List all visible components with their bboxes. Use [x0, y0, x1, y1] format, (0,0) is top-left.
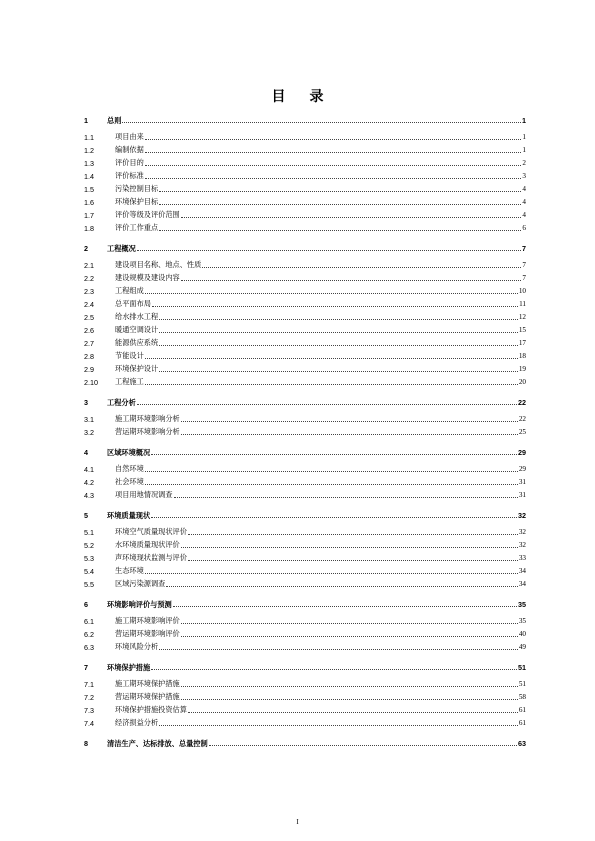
section-title: 环境空气质量现状评价: [115, 528, 187, 536]
section-number: 1.8: [84, 224, 94, 233]
chapter-title: 区域环境概况: [107, 448, 151, 457]
section-number: 2.5: [84, 313, 94, 322]
toc-chapter-entry[interactable]: [84, 596, 526, 609]
section-number: 1.5: [84, 185, 94, 194]
section-title: 营运期环境影响分析: [115, 428, 180, 436]
section-number: 7.4: [84, 719, 94, 728]
table-of-contents: [84, 112, 526, 748]
chapter-number: 4: [84, 448, 88, 457]
toc-section-entry[interactable]: [84, 613, 526, 626]
toc-section-entry[interactable]: [84, 474, 526, 487]
dot-leader: [181, 420, 518, 422]
section-title: 节能设计: [115, 352, 144, 360]
section-page-number: 20: [518, 378, 526, 386]
section-title: 施工期环境影响分析: [115, 415, 180, 423]
section-number: 5.3: [84, 554, 94, 563]
toc-chapter-entry[interactable]: [84, 659, 526, 672]
dot-leader: [145, 151, 522, 153]
section-title: 区域污染源调查: [115, 580, 166, 588]
section-number: 4.3: [84, 491, 94, 500]
dot-leader: [173, 605, 517, 607]
dot-leader: [188, 711, 518, 713]
toc-section-entry[interactable]: [84, 335, 526, 348]
dot-leader: [159, 724, 518, 726]
dot-leader: [209, 744, 517, 746]
toc-section-entry[interactable]: [84, 168, 526, 181]
dot-leader: [152, 305, 518, 307]
toc-section-entry[interactable]: [84, 220, 526, 233]
page-number: I: [296, 818, 299, 826]
toc-section-entry[interactable]: [84, 361, 526, 374]
dot-leader: [159, 331, 518, 333]
chapter-page-number: 22: [518, 398, 526, 407]
chapter-number: 5: [84, 511, 88, 520]
section-page-number: 4: [522, 185, 526, 193]
chapter-title: 清洁生产、达标排放、总量控制: [107, 739, 208, 748]
dot-leader: [159, 203, 521, 205]
chapter-number: 8: [84, 739, 88, 748]
toc-chapter-entry[interactable]: [84, 112, 526, 125]
dot-leader: [166, 585, 517, 587]
dot-leader: [145, 383, 518, 385]
section-number: 2.8: [84, 352, 94, 361]
section-number: 3.2: [84, 428, 94, 437]
section-page-number: 49: [518, 643, 526, 651]
section-title: 评价标准: [115, 172, 144, 180]
section-title: 暖通空调设计: [115, 326, 159, 334]
dot-leader: [145, 164, 522, 166]
section-page-number: 25: [518, 428, 526, 436]
section-page-number: 19: [518, 365, 526, 373]
section-page-number: 1: [522, 133, 526, 141]
toc-section-entry[interactable]: [84, 296, 526, 309]
toc-section-entry[interactable]: [84, 576, 526, 589]
section-title: 生态环境: [115, 567, 144, 575]
section-title: 环境保护措施投资估算: [115, 706, 187, 714]
dot-leader: [159, 229, 521, 231]
dot-leader: [159, 648, 518, 650]
dot-leader: [188, 559, 518, 561]
toc-chapter-entry[interactable]: [84, 240, 526, 253]
section-title: 编制依据: [115, 146, 144, 154]
section-page-number: 61: [518, 706, 526, 714]
dot-leader: [151, 668, 517, 670]
section-page-number: 1: [522, 146, 526, 154]
section-page-number: 34: [518, 580, 526, 588]
dot-leader: [159, 370, 518, 372]
toc-section-entry[interactable]: [84, 461, 526, 474]
section-page-number: 10: [518, 287, 526, 295]
toc-section-entry[interactable]: [84, 487, 526, 500]
dot-leader: [137, 403, 517, 405]
section-title: 建设规模及建设内容: [115, 274, 180, 282]
toc-section-entry[interactable]: [84, 257, 526, 270]
section-title: 施工期环境保护措施: [115, 680, 180, 688]
section-page-number: 11: [519, 300, 526, 308]
chapter-page-number: 35: [518, 600, 526, 609]
dot-leader: [145, 572, 518, 574]
dot-leader: [159, 318, 518, 320]
toc-section-entry[interactable]: [84, 322, 526, 335]
section-page-number: 4: [522, 198, 526, 206]
section-number: 2.1: [84, 261, 94, 270]
section-number: 1.4: [84, 172, 94, 181]
section-number: 6.3: [84, 643, 94, 652]
chapter-title: 工程概况: [107, 244, 136, 253]
section-number: 5.4: [84, 567, 94, 576]
section-number: 7.1: [84, 680, 94, 689]
section-title: 给水排水工程: [115, 313, 159, 321]
dot-leader: [145, 177, 522, 179]
section-title: 能源供应系统: [115, 339, 159, 347]
section-page-number: 7: [522, 261, 526, 269]
dot-leader: [181, 622, 518, 624]
section-page-number: 18: [518, 352, 526, 360]
section-page-number: 31: [518, 491, 526, 499]
dot-leader: [122, 121, 521, 123]
toc-section-entry[interactable]: [84, 715, 526, 728]
chapter-title: 工程分析: [107, 398, 136, 407]
dot-leader: [145, 470, 518, 472]
section-page-number: 31: [518, 478, 526, 486]
toc-section-entry[interactable]: [84, 702, 526, 715]
chapter-title: 环境影响评价与预测: [107, 600, 172, 609]
chapter-page-number: 32: [518, 511, 526, 520]
dot-leader: [145, 138, 522, 140]
section-title: 评价目的: [115, 159, 144, 167]
section-number: 6.1: [84, 617, 94, 626]
chapter-number: 7: [84, 663, 88, 672]
section-number: 4.1: [84, 465, 94, 474]
toc-heading: [0, 86, 595, 106]
toc-section-entry[interactable]: [84, 424, 526, 437]
section-page-number: 32: [518, 528, 526, 536]
toc-section-entry[interactable]: [84, 676, 526, 689]
section-title: 项目由来: [115, 133, 144, 141]
toc-section-entry[interactable]: [84, 309, 526, 322]
section-title: 评价工作重点: [115, 224, 159, 232]
section-title: 环境风险分析: [115, 643, 159, 651]
toc-section-entry[interactable]: [84, 563, 526, 576]
dot-leader: [188, 533, 518, 535]
section-page-number: 7: [522, 274, 526, 282]
toc-section-entry[interactable]: [84, 689, 526, 702]
toc-section-entry[interactable]: [84, 524, 526, 537]
chapter-page-number: 7: [522, 244, 526, 253]
dot-leader: [202, 266, 521, 268]
dot-leader: [151, 453, 517, 455]
section-page-number: 61: [518, 719, 526, 727]
toc-chapter-entry[interactable]: [84, 394, 526, 407]
section-title: 建设项目名称、地点、性质: [115, 261, 202, 269]
section-page-number: 33: [518, 554, 526, 562]
section-title: 水环境质量现状评价: [115, 541, 180, 549]
section-number: 2.2: [84, 274, 94, 283]
section-title: 评价等级及评价范围: [115, 211, 180, 219]
section-number: 1.2: [84, 146, 94, 155]
dot-leader: [181, 685, 518, 687]
section-title: 工程施工: [115, 378, 144, 386]
toc-section-entry[interactable]: [84, 639, 526, 652]
section-number: 4.2: [84, 478, 94, 487]
toc-section-entry[interactable]: [84, 550, 526, 563]
section-page-number: 15: [518, 326, 526, 334]
chapter-title: 总则: [107, 116, 122, 125]
section-title: 营运期环境保护措施: [115, 693, 180, 701]
section-title: 营运期环境影响评价: [115, 630, 180, 638]
section-title: 项目用地情况调查: [115, 491, 173, 499]
toc-section-entry[interactable]: [84, 348, 526, 361]
section-page-number: 17: [518, 339, 526, 347]
toc-section-entry[interactable]: [84, 626, 526, 639]
chapter-number: 6: [84, 600, 88, 609]
chapter-number: 1: [84, 116, 88, 125]
toc-chapter-entry[interactable]: [84, 444, 526, 457]
toc-section-entry[interactable]: [84, 207, 526, 220]
section-title: 环境保护设计: [115, 365, 159, 373]
section-title: 经济损益分析: [115, 719, 159, 727]
section-page-number: 35: [518, 617, 526, 625]
toc-section-entry[interactable]: [84, 374, 526, 387]
toc-heading-char-2: 录: [309, 89, 324, 105]
section-number: 2.9: [84, 365, 94, 374]
toc-chapter-entry[interactable]: [84, 735, 526, 748]
dot-leader: [137, 249, 521, 251]
section-title: 声环境现状监测与评价: [115, 554, 187, 562]
chapter-title: 环境保护措施: [107, 663, 151, 672]
chapter-number: 2: [84, 244, 88, 253]
section-number: 2.6: [84, 326, 94, 335]
toc-chapter-entry[interactable]: [84, 507, 526, 520]
section-page-number: 4: [522, 211, 526, 219]
chapter-page-number: 63: [518, 739, 526, 748]
chapter-page-number: 51: [518, 663, 526, 672]
toc-section-entry[interactable]: [84, 270, 526, 283]
toc-section-entry[interactable]: [84, 142, 526, 155]
section-number: 5.2: [84, 541, 94, 550]
section-number: 6.2: [84, 630, 94, 639]
section-title: 工程组成: [115, 287, 144, 295]
section-number: 5.5: [84, 580, 94, 589]
section-number: 1.3: [84, 159, 94, 168]
dot-leader: [145, 483, 518, 485]
section-page-number: 3: [522, 172, 526, 180]
section-number: 7.3: [84, 706, 94, 715]
dot-leader: [159, 190, 521, 192]
section-number: 2.3: [84, 287, 94, 296]
chapter-number: 3: [84, 398, 88, 407]
section-page-number: 6: [522, 224, 526, 232]
section-number: 1.7: [84, 211, 94, 220]
toc-section-entry[interactable]: [84, 411, 526, 424]
section-number: 2.7: [84, 339, 94, 348]
dot-leader: [151, 516, 517, 518]
dot-leader: [145, 292, 518, 294]
section-title: 总平面布局: [115, 300, 151, 308]
section-number: 7.2: [84, 693, 94, 702]
section-number: 2.4: [84, 300, 94, 309]
dot-leader: [159, 344, 518, 346]
section-title: 环境保护目标: [115, 198, 159, 206]
chapter-title: 环境质量现状: [107, 511, 151, 520]
dot-leader: [181, 546, 518, 548]
toc-section-entry[interactable]: [84, 129, 526, 142]
section-title: 自然环境: [115, 465, 144, 473]
dot-leader: [181, 698, 518, 700]
dot-leader: [145, 357, 518, 359]
dot-leader: [181, 216, 522, 218]
toc-section-entry[interactable]: [84, 283, 526, 296]
section-title: 施工期环境影响评价: [115, 617, 180, 625]
section-page-number: 29: [518, 465, 526, 473]
dot-leader: [181, 635, 518, 637]
section-page-number: 32: [518, 541, 526, 549]
section-page-number: 2: [522, 159, 526, 167]
toc-section-entry[interactable]: [84, 194, 526, 207]
section-page-number: 40: [518, 630, 526, 638]
chapter-page-number: 29: [518, 448, 526, 457]
section-title: 社会环境: [115, 478, 144, 486]
toc-section-entry[interactable]: [84, 155, 526, 168]
section-page-number: 22: [518, 415, 526, 423]
section-page-number: 34: [518, 567, 526, 575]
dot-leader: [174, 496, 518, 498]
toc-section-entry[interactable]: [84, 181, 526, 194]
dot-leader: [181, 433, 518, 435]
section-page-number: 58: [518, 693, 526, 701]
toc-section-entry[interactable]: [84, 537, 526, 550]
section-number: 5.1: [84, 528, 94, 537]
chapter-page-number: 1: [522, 116, 526, 125]
section-page-number: 12: [518, 313, 526, 321]
toc-heading-char-1: 目: [271, 89, 286, 105]
section-number: 3.1: [84, 415, 94, 424]
section-number: 1.1: [84, 133, 94, 142]
section-title: 污染控制目标: [115, 185, 159, 193]
section-page-number: 51: [518, 680, 526, 688]
dot-leader: [181, 279, 522, 281]
section-number: 1.6: [84, 198, 94, 207]
section-number: 2.10: [84, 378, 98, 387]
